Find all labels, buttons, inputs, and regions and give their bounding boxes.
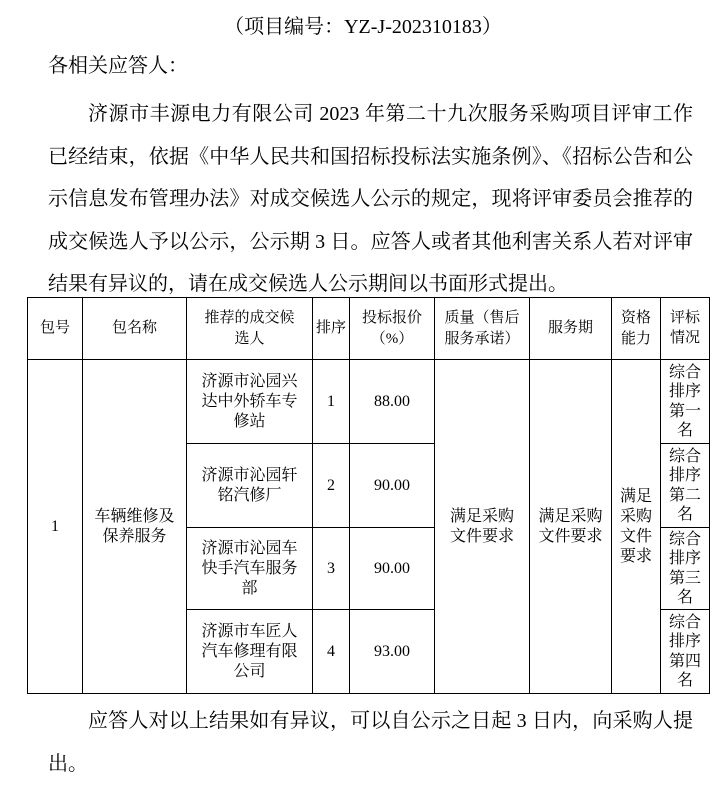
- cell-evaluation-2: 综合排序第二名: [661, 444, 710, 528]
- objection-instructions-paragraph: 应答人对以上结果如有异议，可以自公示之日起 3 日内，向采购人提出。: [48, 710, 693, 775]
- award-candidates-table: [27, 297, 710, 694]
- cell-candidate-4: 济源市车匠人汽车修理有限公司: [187, 610, 313, 694]
- table-header-row: [28, 298, 710, 360]
- cell-candidate-1: 济源市沁园兴达中外轿车专修站: [187, 360, 313, 444]
- header-candidate: 推荐的成交候选人: [187, 298, 313, 360]
- header-bid-price: 投标报价（%）: [350, 298, 435, 360]
- header-package-name: 包名称: [83, 298, 187, 360]
- cell-candidate-2: 济源市沁园轩铭汽修厂: [187, 444, 313, 528]
- announcement-paragraph: 济源市丰源电力有限公司 2023 年第二十九次服务采购项目评审工作已经结束，依据《中华人民共和国招标投标法实施条例》、《招标公告和公示信息发布管理办法》对成交候选人公示的规定，现将评审委员会推荐的成交候选人予以公示，公示期 3 日。应答人或者其他利害关系人若对评审结果有异议的，请在成交候选人公示期间以书面形式提出。: [48, 103, 693, 296]
- cell-bid-price-4: 93.00: [350, 610, 435, 694]
- cell-package-no: 1: [28, 360, 83, 694]
- salutation: 各相关应答人：: [48, 55, 188, 77]
- header-qualification: 资格能力: [612, 298, 661, 360]
- project-number-line: （项目编号：YZ-J-202310183）: [224, 16, 502, 38]
- cell-qualification: 满足采购文件要求: [612, 360, 661, 694]
- cell-candidate-3: 济源市沁园车快手汽车服务部: [187, 528, 313, 610]
- cell-rank-3: 3: [313, 528, 350, 610]
- header-rank: 排序: [313, 298, 350, 360]
- cell-rank-1: 1: [313, 360, 350, 444]
- header-quality: 质量（售后服务承诺）: [435, 298, 530, 360]
- cell-rank-4: 4: [313, 610, 350, 694]
- table-row: [28, 360, 710, 444]
- cell-evaluation-1: 综合排序第一名: [661, 360, 710, 444]
- header-evaluation: 评标情况: [661, 298, 710, 360]
- cell-bid-price-3: 90.00: [350, 528, 435, 610]
- cell-package-name: 车辆维修及保养服务: [83, 360, 187, 694]
- cell-service-period: 满足采购文件要求: [530, 360, 612, 694]
- cell-evaluation-4: 综合排序第四名: [661, 610, 710, 694]
- header-service-period: 服务期: [530, 298, 612, 360]
- header-package-no: 包号: [28, 298, 83, 360]
- cell-bid-price-1: 88.00: [350, 360, 435, 444]
- cell-rank-2: 2: [313, 444, 350, 528]
- cell-evaluation-3: 综合排序第三名: [661, 528, 710, 610]
- cell-bid-price-2: 90.00: [350, 444, 435, 528]
- cell-quality: 满足采购文件要求: [435, 360, 530, 694]
